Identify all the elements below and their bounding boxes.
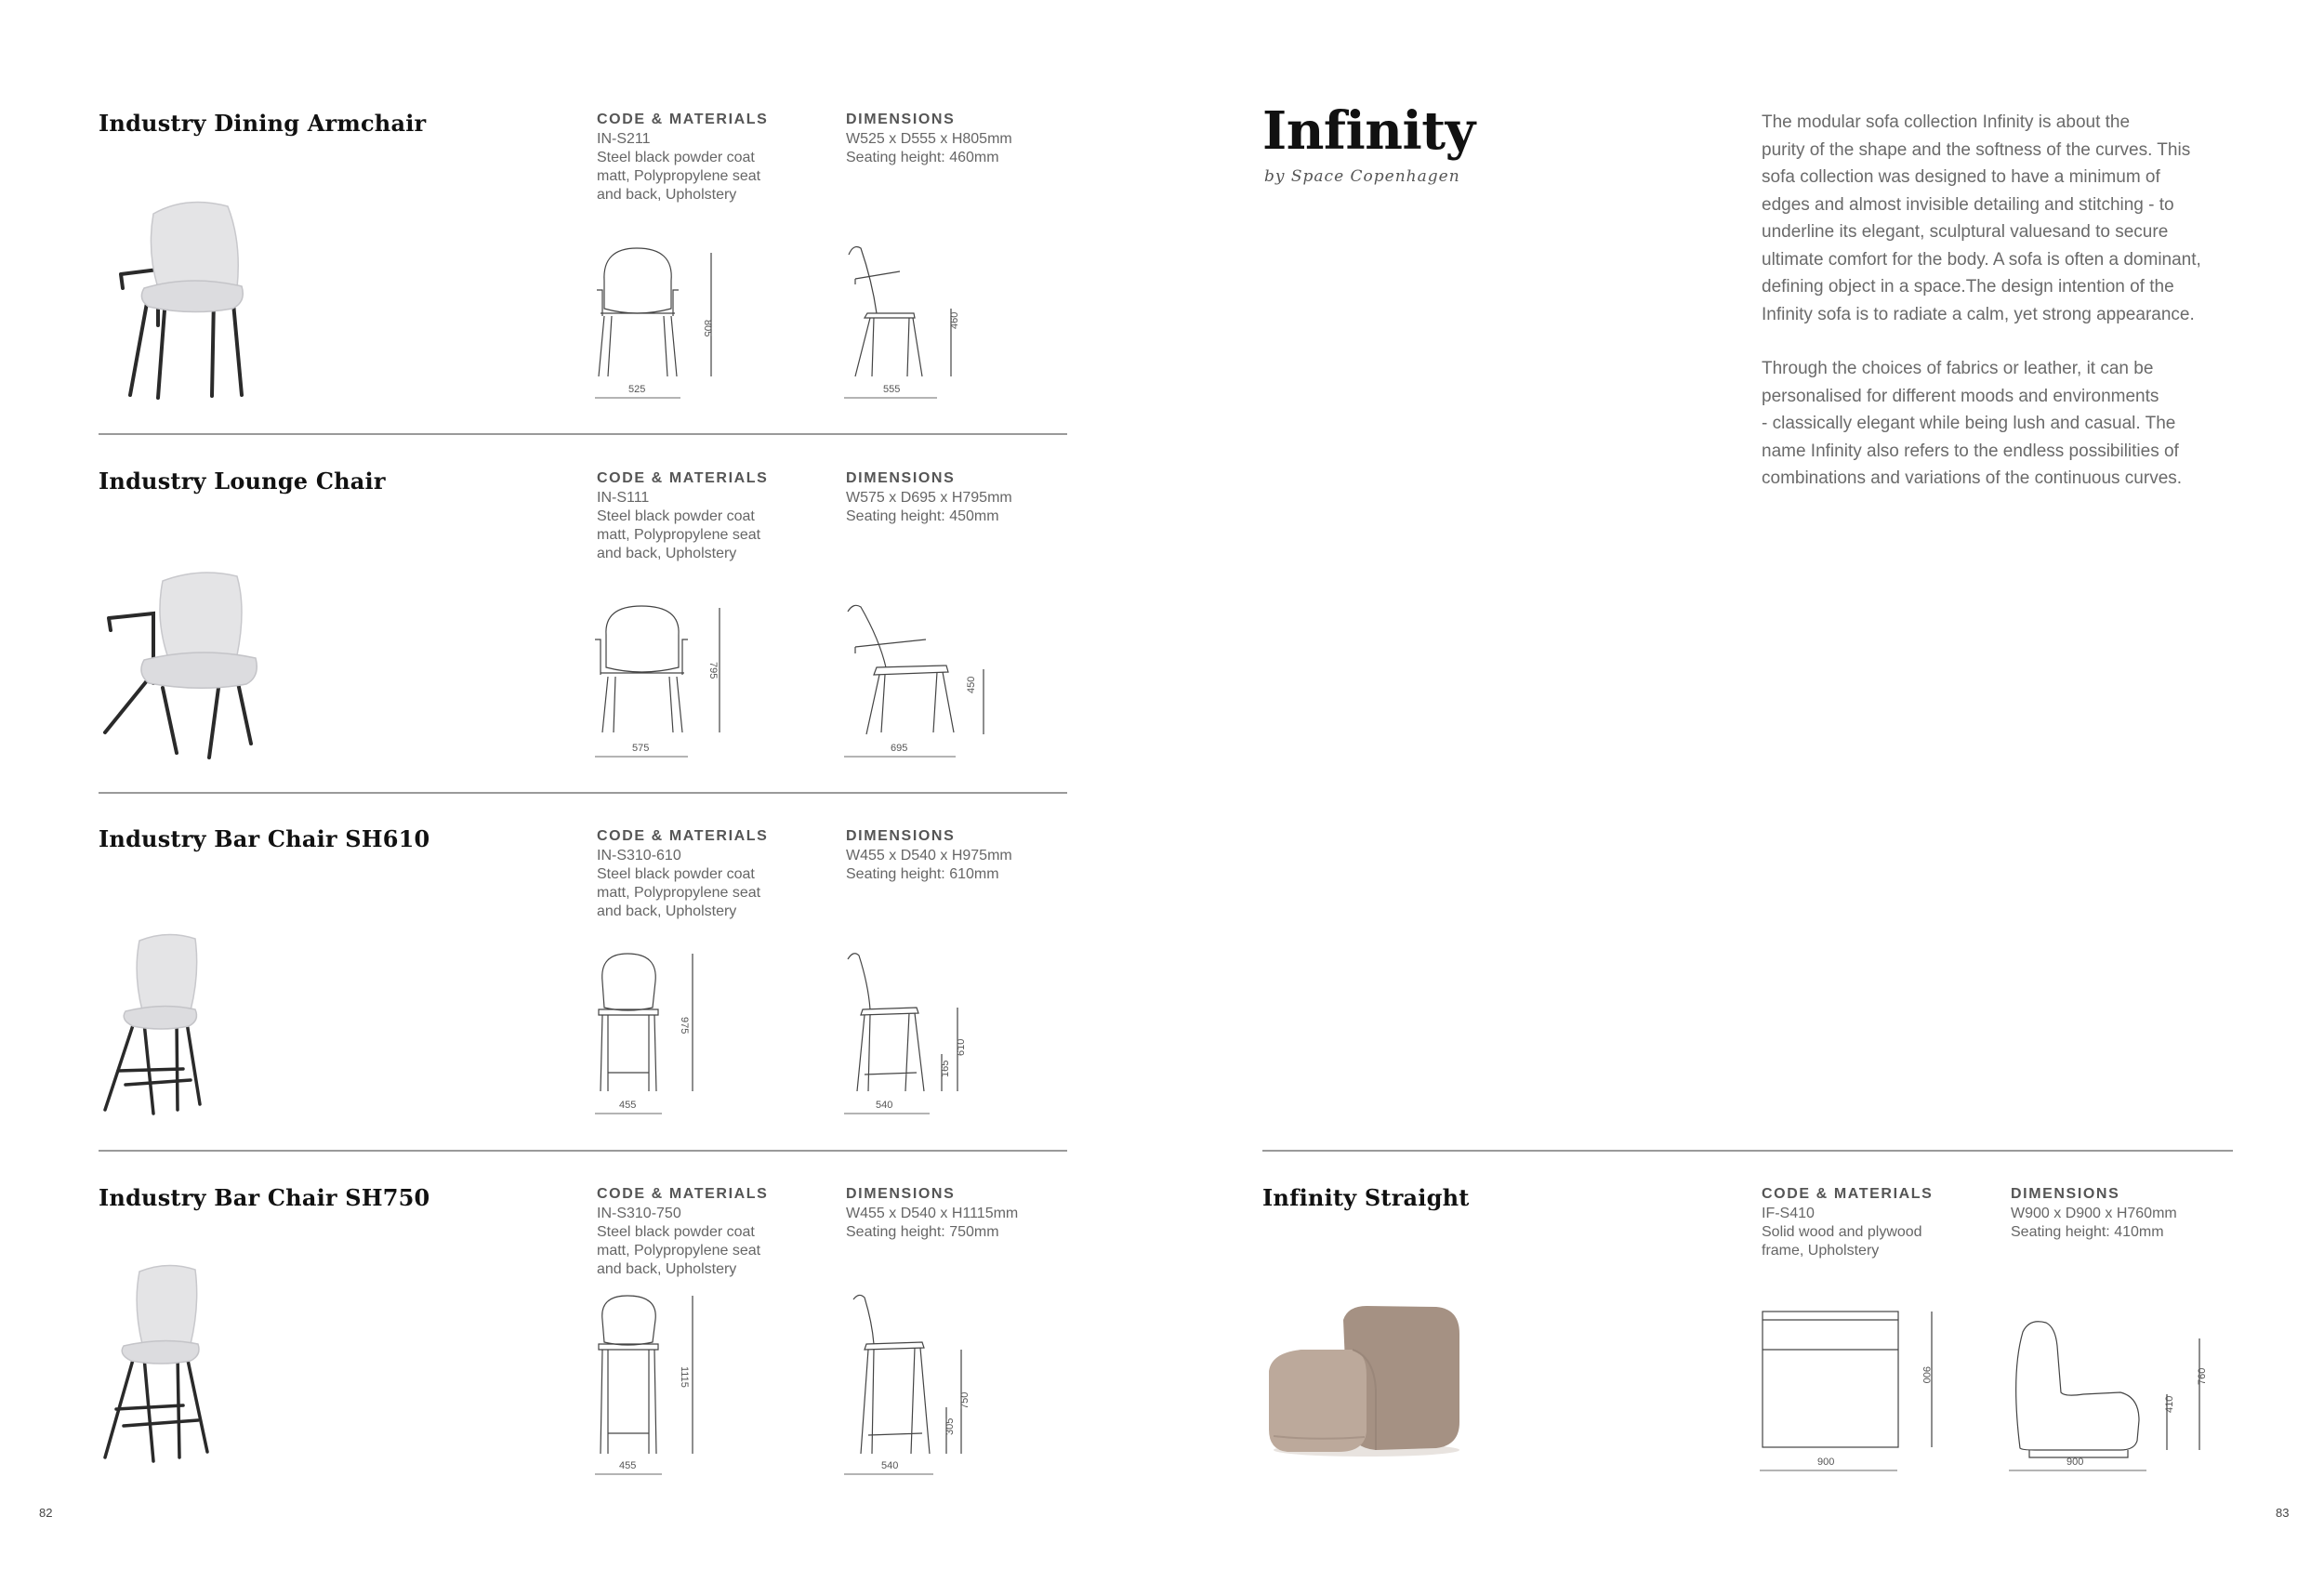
dimensions-value: W525 x D555 x H805mm bbox=[846, 131, 1012, 147]
front-width-label: 455 bbox=[619, 1100, 637, 1111]
materials-line: Steel black powder coat bbox=[597, 508, 755, 524]
side-footrest-label: 305 bbox=[944, 1417, 956, 1435]
side-footrest-label: 165 bbox=[940, 1060, 951, 1077]
front-elevation-drawing bbox=[595, 952, 706, 1119]
dimensions-label: DIMENSIONS bbox=[846, 112, 956, 127]
product-title: Industry Bar Chair SH610 bbox=[99, 825, 430, 852]
materials-line: and back, Upholstery bbox=[597, 187, 737, 203]
dimensions-label: DIMENSIONS bbox=[846, 828, 956, 844]
top-width-label: 900 bbox=[1817, 1457, 1835, 1468]
materials-line: and back, Upholstery bbox=[597, 1261, 737, 1277]
text-line: purity of the shape and the softness of the curves. This bbox=[1762, 139, 2191, 160]
divider bbox=[99, 1150, 1067, 1152]
dimensions-label: DIMENSIONS bbox=[846, 470, 956, 486]
dimensions-label: DIMENSIONS bbox=[2011, 1186, 2120, 1202]
side-seat-height-label: 610 bbox=[956, 1038, 967, 1056]
materials-line: Solid wood and plywood bbox=[1762, 1224, 1922, 1240]
seating-height: Seating height: 410mm bbox=[2011, 1224, 2164, 1240]
side-seat-height-label: 460 bbox=[949, 311, 960, 329]
side-seat-height-label: 410 bbox=[2164, 1395, 2175, 1413]
front-width-label: 525 bbox=[628, 384, 646, 395]
code-materials-label: CODE & MATERIALS bbox=[1762, 1186, 1934, 1202]
materials-line: matt, Polypropylene seat bbox=[597, 1243, 761, 1259]
code-materials-label: CODE & MATERIALS bbox=[597, 828, 769, 844]
text-line: combinations and variations of the continuous curves. bbox=[1762, 468, 2183, 488]
text-line: sofa collection was designed to have a minimum of bbox=[1762, 167, 2160, 187]
product-title: Infinity Straight bbox=[1262, 1184, 1470, 1211]
product-code: IN-S111 bbox=[597, 490, 650, 506]
materials-line: Steel black powder coat bbox=[597, 150, 755, 165]
side-depth-label: 540 bbox=[876, 1100, 893, 1111]
side-depth-label: 695 bbox=[891, 743, 908, 754]
seating-height: Seating height: 610mm bbox=[846, 866, 999, 882]
materials-line: frame, Upholstery bbox=[1762, 1243, 1880, 1259]
page-number: 83 bbox=[2276, 1506, 2290, 1520]
sofa-photo bbox=[1264, 1301, 1469, 1459]
front-elevation-drawing bbox=[595, 244, 725, 402]
page-number: 82 bbox=[39, 1506, 53, 1520]
front-elevation-drawing bbox=[595, 1294, 706, 1480]
top-view-drawing bbox=[1760, 1309, 1946, 1476]
side-seat-height-label: 450 bbox=[966, 676, 977, 693]
dimensions-value: W455 x D540 x H1115mm bbox=[846, 1206, 1019, 1221]
designer-byline: by Space Copenhagen bbox=[1264, 167, 1460, 186]
front-elevation-drawing bbox=[595, 602, 734, 760]
side-elevation-drawing bbox=[844, 1294, 971, 1480]
description-paragraph-1 bbox=[1762, 109, 2245, 328]
text-line: Through the choices of fabrics or leather, it can be bbox=[1762, 359, 2154, 378]
code-materials-label: CODE & MATERIALS bbox=[597, 112, 769, 127]
text-line: The modular sofa collection Infinity is about the bbox=[1762, 112, 2131, 132]
collection-title: Infinity bbox=[1262, 100, 1475, 162]
front-height-label: 975 bbox=[679, 1017, 690, 1035]
text-line: underline its elegant, sculptural valuesand to secure bbox=[1762, 222, 2169, 242]
side-elevation-drawing bbox=[844, 952, 965, 1119]
text-line: defining object in a space.The design intention of the bbox=[1762, 277, 2174, 297]
text-line: edges and almost invisible detailing and stitching - to bbox=[1762, 194, 2174, 215]
dimensions-value: W900 x D900 x H760mm bbox=[2011, 1206, 2177, 1221]
description-paragraph-2 bbox=[1762, 355, 2245, 493]
materials-line: matt, Polypropylene seat bbox=[597, 885, 761, 901]
armchair-photo bbox=[102, 186, 260, 400]
front-height-label: 805 bbox=[702, 320, 713, 337]
top-depth-label: 900 bbox=[1921, 1366, 1932, 1384]
side-height-label: 760 bbox=[2197, 1367, 2208, 1385]
lounge-chair-photo bbox=[98, 567, 265, 762]
front-height-label: 1115 bbox=[679, 1366, 690, 1388]
front-width-label: 455 bbox=[619, 1460, 637, 1471]
divider bbox=[99, 433, 1067, 435]
seating-height: Seating height: 750mm bbox=[846, 1224, 999, 1240]
code-materials-label: CODE & MATERIALS bbox=[597, 1186, 769, 1202]
materials-line: and back, Upholstery bbox=[597, 546, 737, 561]
bar-chair-photo bbox=[98, 931, 209, 1117]
side-depth-label: 555 bbox=[883, 384, 901, 395]
divider bbox=[99, 792, 1067, 794]
side-depth-label: 540 bbox=[881, 1460, 899, 1471]
product-title: Industry Lounge Chair bbox=[99, 468, 386, 494]
materials-line: Steel black powder coat bbox=[597, 1224, 755, 1240]
dimensions-value: W455 x D540 x H975mm bbox=[846, 848, 1012, 864]
text-line: name Infinity also refers to the endless possibilities of bbox=[1762, 441, 2179, 461]
product-code: IN-S310-750 bbox=[597, 1206, 681, 1221]
materials-line: and back, Upholstery bbox=[597, 903, 737, 919]
materials-line: Steel black powder coat bbox=[597, 866, 755, 882]
product-code: IN-S211 bbox=[597, 131, 651, 147]
materials-line: matt, Polypropylene seat bbox=[597, 527, 761, 543]
seating-height: Seating height: 450mm bbox=[846, 508, 999, 524]
side-width-label: 900 bbox=[2067, 1457, 2084, 1468]
text-line: personalised for different moods and environments bbox=[1762, 386, 2159, 406]
divider bbox=[1262, 1150, 2233, 1152]
dimensions-value: W575 x D695 x H795mm bbox=[846, 490, 1012, 506]
text-line: Infinity sofa is to radiate a calm, yet strong appearance. bbox=[1762, 304, 2195, 324]
product-title: Industry Dining Armchair bbox=[99, 110, 427, 137]
front-width-label: 575 bbox=[632, 743, 650, 754]
product-code: IF-S410 bbox=[1762, 1206, 1815, 1221]
product-code: IN-S310-610 bbox=[597, 848, 681, 864]
side-elevation-drawing bbox=[844, 244, 974, 402]
seating-height: Seating height: 460mm bbox=[846, 150, 999, 165]
side-elevation-drawing bbox=[844, 602, 993, 760]
dimensions-label: DIMENSIONS bbox=[846, 1186, 956, 1202]
code-materials-label: CODE & MATERIALS bbox=[597, 470, 769, 486]
text-line: ultimate comfort for the body. A sofa is often a dominant, bbox=[1762, 249, 2201, 270]
side-elevation-drawing bbox=[2009, 1318, 2232, 1476]
front-height-label: 795 bbox=[707, 662, 719, 679]
materials-line: matt, Polypropylene seat bbox=[597, 168, 761, 184]
text-line: - classically elegant while being lush and casual. The bbox=[1762, 414, 2176, 433]
bar-chair-photo bbox=[98, 1260, 218, 1465]
product-title: Industry Bar Chair SH750 bbox=[99, 1184, 430, 1211]
side-seat-height-label: 750 bbox=[959, 1391, 971, 1409]
